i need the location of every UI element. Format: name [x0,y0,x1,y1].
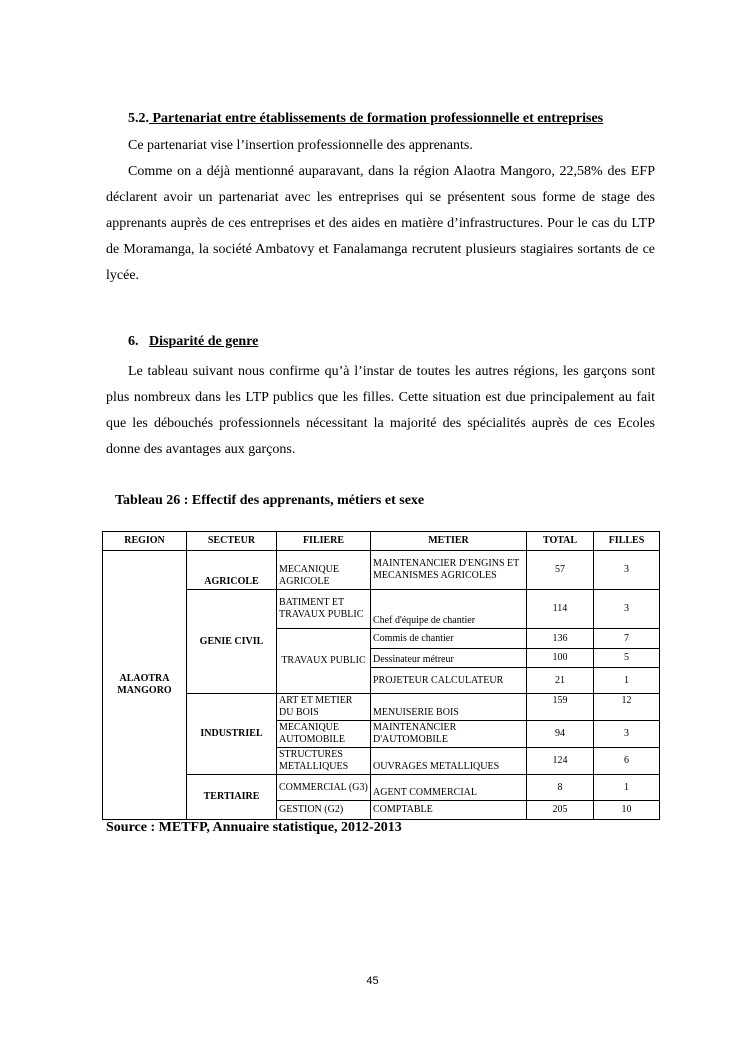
total-cell: 57 [527,551,594,590]
section-6-number: 6. [128,334,139,349]
table-caption: Tableau 26 : Effectif des apprenants, métiers et sexe [115,493,425,508]
table-header-row [103,532,660,551]
section-6-title: Disparité de genre [149,334,259,349]
header-total: TOTAL [527,532,594,551]
page-number: 45 [366,975,379,987]
filiere-cell: GESTION (G2) [277,801,371,820]
total-cell: 114 [527,590,594,629]
filiere-cell: ART ET METIER DU BOIS [277,694,371,721]
header-filiere: FILIERE [277,532,371,551]
section-5-2-number: 5.2. [128,111,149,126]
section-6-paragraph: Le tableau suivant nous confirme qu’à l’instar de toutes les autres régions, les garçons sont plus nombreux dans les LTP publics que les filles. Cette situation est due principalement au fait que les débouchés professionnels nécessitant la majorité des spécialités auprès de ces Ecoles donne des avantages aux garçons. [106,364,655,457]
apprenants-table [102,531,660,820]
sector-cell-industriel: INDUSTRIEL [187,694,277,775]
table-row [103,590,660,629]
total-cell: 124 [527,748,594,775]
table-row [103,694,660,721]
filles-cell: 12 [594,694,660,721]
metier-cell: Chef d'équipe de chantier [371,590,527,629]
section-6-heading [128,334,258,350]
total-cell: 8 [527,775,594,801]
header-filles: FILLES [594,532,660,551]
filles-cell: 5 [594,649,660,668]
header-secteur: SECTEUR [187,532,277,551]
filles-cell: 3 [594,551,660,590]
metier-cell: MAINTENANCIER D'ENGINS ET MECANISMES AGRICOLES [371,551,527,590]
total-cell: 94 [527,721,594,748]
filles-cell: 3 [594,721,660,748]
metier-cell: Dessinateur métreur [371,649,527,668]
section-5-2-intro: Ce partenariat vise l’insertion professionnelle des apprenants. [128,138,473,153]
filiere-cell: TRAVAUX PUBLIC [277,629,371,694]
filiere-cell: COMMERCIAL (G3) [277,775,371,801]
header-region: REGION [103,532,187,551]
section-5-2-heading [128,111,603,127]
filles-cell: 1 [594,668,660,694]
table-source: Source : METFP, Annuaire statistique, 2012-2013 [106,820,402,835]
filles-cell: 1 [594,775,660,801]
metier-cell: Commis de chantier [371,629,527,649]
metier-cell: AGENT COMMERCIAL [371,775,527,801]
filles-cell: 10 [594,801,660,820]
metier-cell: PROJETEUR CALCULATEUR [371,668,527,694]
total-cell: 21 [527,668,594,694]
total-cell: 136 [527,629,594,649]
filiere-cell: STRUCTURES METALLIQUES [277,748,371,775]
metier-cell: MAINTENANCIER D'AUTOMOBILE [371,721,527,748]
metier-cell: COMPTABLE [371,801,527,820]
total-cell: 159 [527,694,594,721]
section-5-2-paragraph: Comme on a déjà mentionné auparavant, dans la région Alaotra Mangoro, 22,58% des EFP déclarent avoir un partenariat avec les entreprises qui se présentent sous forme de stage des apprenants auprès de ces entreprises et des aides en matière d’infrastructures. Pour le cas du LTP de Moramanga, la société Ambatovy et Fanalamanga recrutent plusieurs stagiaires sortants de ce lycée. [106,164,655,283]
total-cell: 205 [527,801,594,820]
filles-cell: 7 [594,629,660,649]
table-row [103,551,660,590]
region-cell: ALAOTRA MANGORO [103,551,187,820]
metier-cell: MENUISERIE BOIS [371,694,527,721]
total-cell: 100 [527,649,594,668]
header-metier: METIER [371,532,527,551]
sector-cell-tertiaire: TERTIAIRE [187,775,277,820]
filiere-cell: BATIMENT ET TRAVAUX PUBLIC [277,590,371,629]
filiere-cell: MECANIQUE AUTOMOBILE [277,721,371,748]
section-5-2-title: Partenariat entre établissements de formation professionnelle et entreprises [149,111,604,126]
metier-cell: OUVRAGES METALLIQUES [371,748,527,775]
sector-cell-genie-civil: GENIE CIVIL [187,590,277,694]
table-row [103,775,660,801]
sector-cell-agricole: AGRICOLE [187,551,277,590]
filles-cell: 3 [594,590,660,629]
filles-cell: 6 [594,748,660,775]
filiere-cell: MECANIQUE AGRICOLE [277,551,371,590]
